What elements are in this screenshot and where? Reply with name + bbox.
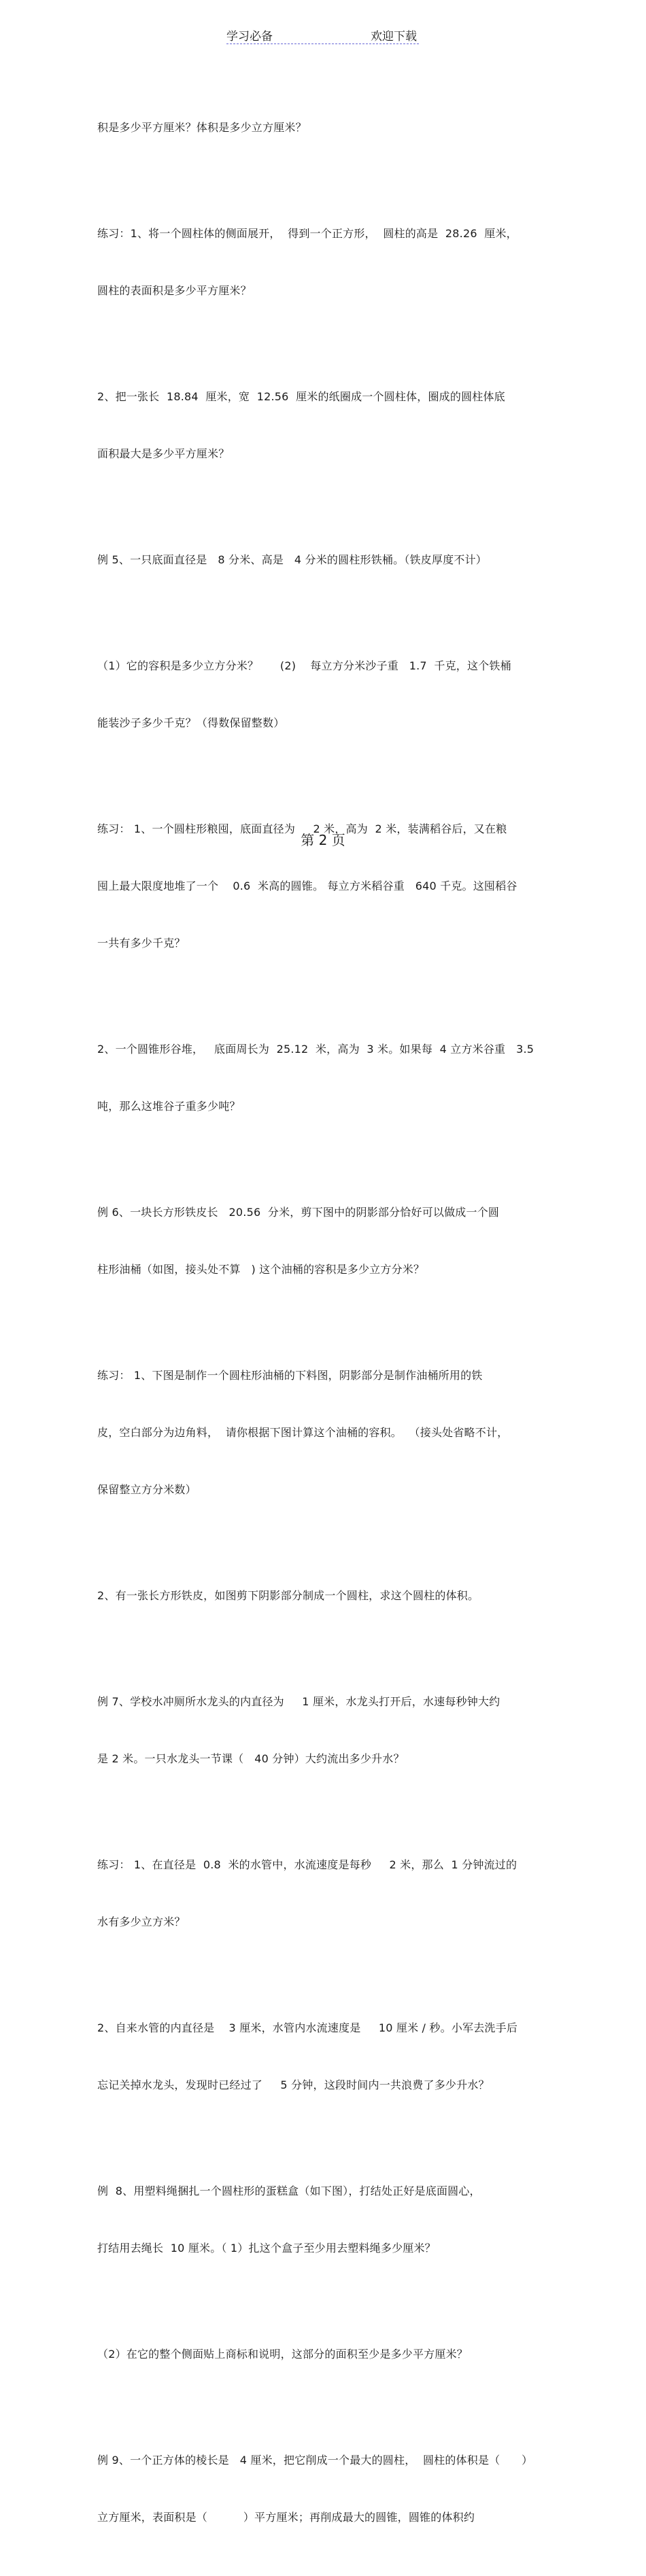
paragraph-15: [97, 2307, 553, 2402]
paragraph-4: [97, 512, 553, 608]
text-line: 是 2 米。一只水龙头一节课（ 40 分钟）大约流出多少升水？: [97, 1752, 405, 1765]
paragraph-10: [97, 1548, 553, 1643]
text-line: 柱形油桶（如图，接头处不算 ) 这个油桶的容积是多少立方分米？: [97, 1263, 425, 1276]
paragraph-8: [97, 1165, 553, 1317]
text-line: 一共有多少千克？: [97, 937, 186, 950]
text-line: 2、一个圆锥形谷堆， 底面周长为 25.12 米，高为 3 米。如果每 4 立方米谷重 3.5: [97, 1043, 534, 1056]
paragraph-5: [97, 619, 553, 771]
paragraph-1: [97, 80, 553, 175]
text-line: 2、有一张长方形铁皮，如图剪下阴影部分制成一个圆柱，求这个圆柱的体积。: [97, 1589, 479, 1602]
text-line: 例 8、用塑料绳捆扎一个圆柱形的蛋糕盒（如下图），打结处正好是底面圆心，: [97, 2185, 481, 2197]
paragraph-16: [97, 2413, 553, 2565]
paragraph-6: [97, 782, 553, 991]
text-line: 吨，那么这堆谷子重多少吨？: [97, 1100, 241, 1113]
paragraph-14: [97, 2144, 553, 2296]
text-line: 例 5、一只底面直径是 8 分米、高是 4 分米的圆柱形铁桶。（铁皮厚度不计）: [97, 553, 487, 566]
text-line: 保留整立方分米数）: [97, 1483, 197, 1496]
text-line: 例 7、学校水冲厕所水龙头的内直径为 1 厘米，水龙头打开后，水速每秒钟大约: [97, 1695, 500, 1708]
paragraph-7: [97, 1002, 553, 1154]
text-line: 2、自来水管的内直径是 3 厘米，水管内水流速度是 10 厘米 / 秒。小军去洗手后: [97, 2021, 518, 2034]
document-body: [97, 80, 553, 2576]
text-line: 忘记关掉水龙头，发现时已经过了 5 分钟，这段时间内一共浪费了多少升水？: [97, 2078, 490, 2091]
page-header: [0, 29, 646, 49]
text-line: 圆柱的表面积是多少平方厘米？: [97, 284, 252, 297]
paragraph-2: [97, 186, 553, 338]
text-line: 2、把一张长 18.84 厘米，宽 12.56 厘米的纸圈成一个圆柱体，圈成的圆柱体底: [97, 390, 505, 403]
text-line: 练习： 1、一个圆柱形粮囤，底面直径为 2 米，高为 2 米，装满稻谷后，又在粮: [97, 822, 507, 835]
text-line: 例 6、一块长方形铁皮长 20.56 分米，剪下图中的阴影部分恰好可以做成一个圆: [97, 1206, 500, 1219]
paragraph-13: [97, 1981, 553, 2133]
text-line: 例 9、一个正方体的棱长是 4 厘米，把它削成一个最大的圆柱， 圆柱的体积是（ ）: [97, 2454, 533, 2467]
header-right-text: 欢迎下载: [371, 30, 417, 43]
text-line: 练习： 1、在直径是 0.8 米的水管中，水流速度是每秒 2 米，那么 1 分钟流过的: [97, 1858, 517, 1871]
text-line: 打结用去绳长 10 厘米。（ 1）扎这个盒子至少用去塑料绳多少厘米？: [97, 2242, 436, 2255]
page-number: 第 2 页: [301, 832, 345, 848]
paragraph-3: [97, 349, 553, 502]
text-line: 皮，空白部分为边角料， 请你根据下图计算这个油桶的容积。 （接头处省略不计，: [97, 1426, 509, 1439]
header-dashed-rule: [226, 43, 419, 44]
text-line: 囤上最大限度地堆了一个 0.6 米高的圆锥。 每立方米稻谷重 640 千克。这囤稻谷: [97, 880, 517, 892]
text-line: 水有多少立方米？: [97, 1915, 186, 1928]
text-line: 练习： 1、下图是制作一个圆柱形油桶的下料图，阴影部分是制作油桶所用的铁: [97, 1369, 483, 1382]
text-line: 面积最大是多少平方厘米？: [97, 447, 230, 460]
text-line: （2）在它的整个侧面贴上商标和说明，这部分的面积至少是多少平方厘米？: [97, 2348, 468, 2361]
paragraph-11: [97, 1654, 553, 1807]
header-left-text: 学习必备: [226, 30, 273, 43]
text-line: （1）它的容积是多少立方分米？ (2) 每立方分米沙子重 1.7 千克，这个铁桶: [97, 659, 511, 672]
paragraph-12: [97, 1817, 553, 1970]
text-line: 练习：1、将一个圆柱体的侧面展开， 得到一个正方形， 圆柱的高是 28.26 厘米，: [97, 227, 517, 240]
text-line: 能装沙子多少千克？（得数保留整数）: [97, 716, 285, 729]
paragraph-9: [97, 1328, 553, 1537]
text-line: 积是多少平方厘米？体积是多少立方厘米？: [97, 121, 307, 134]
text-line: 立方厘米，表面积是（ ）平方厘米；再削成最大的圆锥，圆锥的体积约: [97, 2511, 475, 2524]
